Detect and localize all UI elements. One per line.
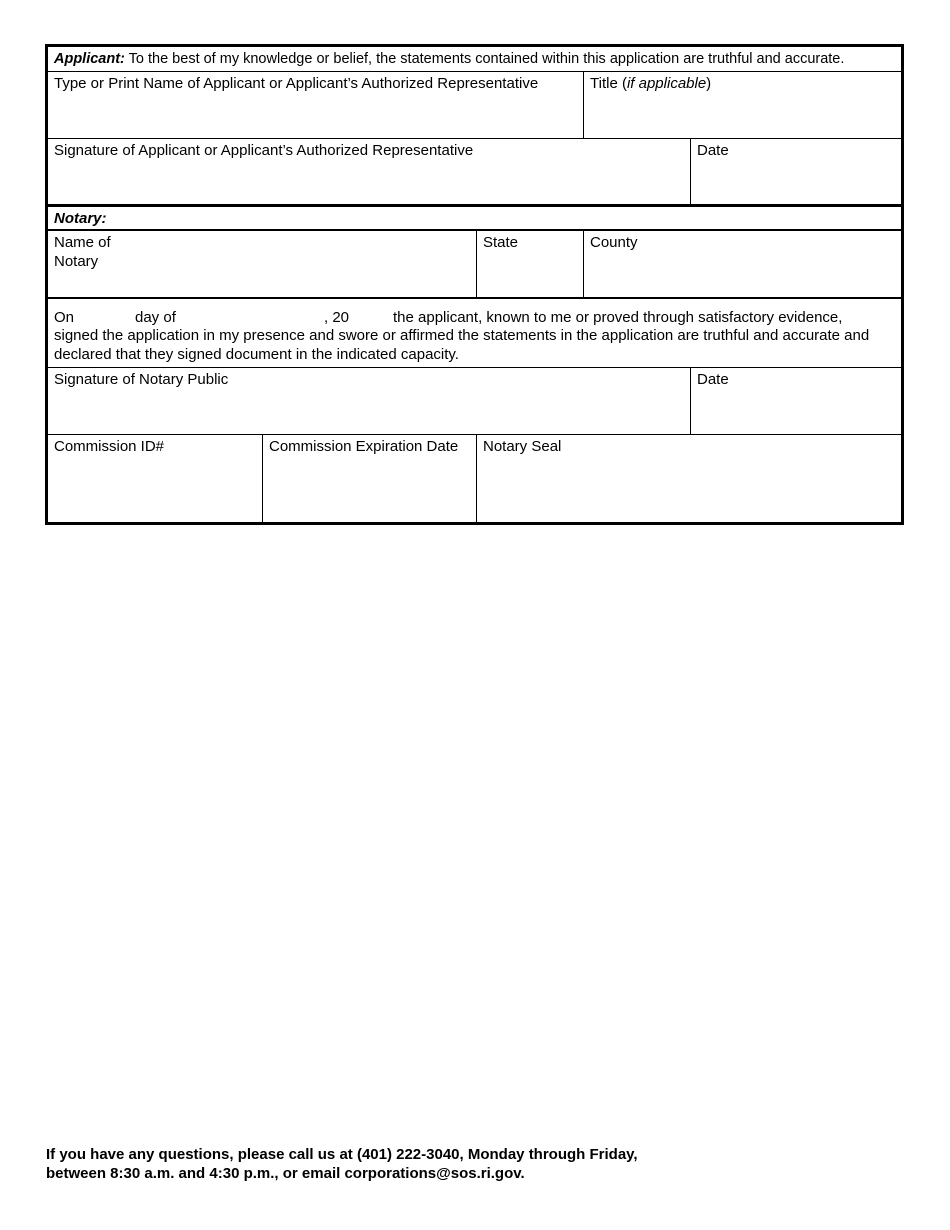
notary-county-field[interactable] <box>584 231 901 297</box>
notary-seal-label: Notary Seal <box>483 438 562 455</box>
commission-expiration-field[interactable] <box>263 435 476 522</box>
affirmation-line3: declared that they signed document in the indicated capacity. <box>54 345 459 363</box>
notary-name-label-line2: Notary <box>54 253 99 270</box>
month-input[interactable] <box>181 309 319 327</box>
notary-name-label-line1: Name of <box>54 234 111 251</box>
applicant-signature-field[interactable] <box>48 139 690 205</box>
notary-heading-row <box>48 207 901 230</box>
affirmation-tail: the applicant, known to me or proved through satisfactory evidence, <box>393 309 843 326</box>
title-label: Title ( <box>590 75 627 92</box>
commission-id-field[interactable] <box>48 435 262 522</box>
applicant-date-label: Date <box>697 142 729 159</box>
notary-date-label: Date <box>697 371 729 388</box>
notary-affirmation <box>48 299 901 367</box>
commission-id-label: Commission ID# <box>54 438 165 455</box>
footer-line1: If you have any questions, please call us at (401) 222-3040, Monday through Friday, <box>46 1146 638 1163</box>
applicant-name-label: Type or Print Name of Applicant or Applicant’s Authorized Representative <box>54 75 539 92</box>
applicant-date-field[interactable] <box>691 139 901 205</box>
applicant-statement <box>48 47 901 71</box>
applicant-heading: Applicant: <box>54 51 125 67</box>
on-label: On <box>54 309 75 326</box>
notary-signature-label: Signature of Notary Public <box>54 371 229 388</box>
notary-date-field[interactable] <box>691 368 901 434</box>
title-label-italic: if applicable <box>626 75 707 92</box>
notary-county-label: County <box>590 234 638 251</box>
day-input[interactable] <box>78 309 126 327</box>
applicant-statement-text: To the best of my knowledge or belief, the statements contained within this application are truthful and accurate. <box>124 51 845 67</box>
title-label-end: ) <box>706 75 712 92</box>
applicant-signature-label: Signature of Applicant or Applicant’s Authorized Representative <box>54 142 474 159</box>
applicant-title-field[interactable] <box>584 72 901 138</box>
notary-heading: Notary: <box>54 210 107 227</box>
commission-expiration-label: Commission Expiration Date <box>269 438 459 455</box>
footer-line2: between 8:30 a.m. and 4:30 p.m., or email corporations@sos.ri.gov. <box>46 1165 525 1182</box>
applicant-notary-form <box>45 44 904 525</box>
notary-signature-field[interactable] <box>48 368 690 434</box>
notary-name-field[interactable] <box>48 231 476 297</box>
contact-footer <box>46 1145 638 1183</box>
applicant-name-field[interactable] <box>48 72 583 138</box>
year-input[interactable] <box>354 309 390 327</box>
notary-seal-area <box>477 435 901 522</box>
day-of-label: day of <box>135 309 176 326</box>
affirmation-line2: signed the application in my presence and swore or affirmed the statements in the application are truthful and accurate and <box>54 327 870 344</box>
notary-state-field[interactable] <box>477 231 583 297</box>
notary-state-label: State <box>483 234 519 251</box>
year-label: , 20 <box>324 309 350 326</box>
